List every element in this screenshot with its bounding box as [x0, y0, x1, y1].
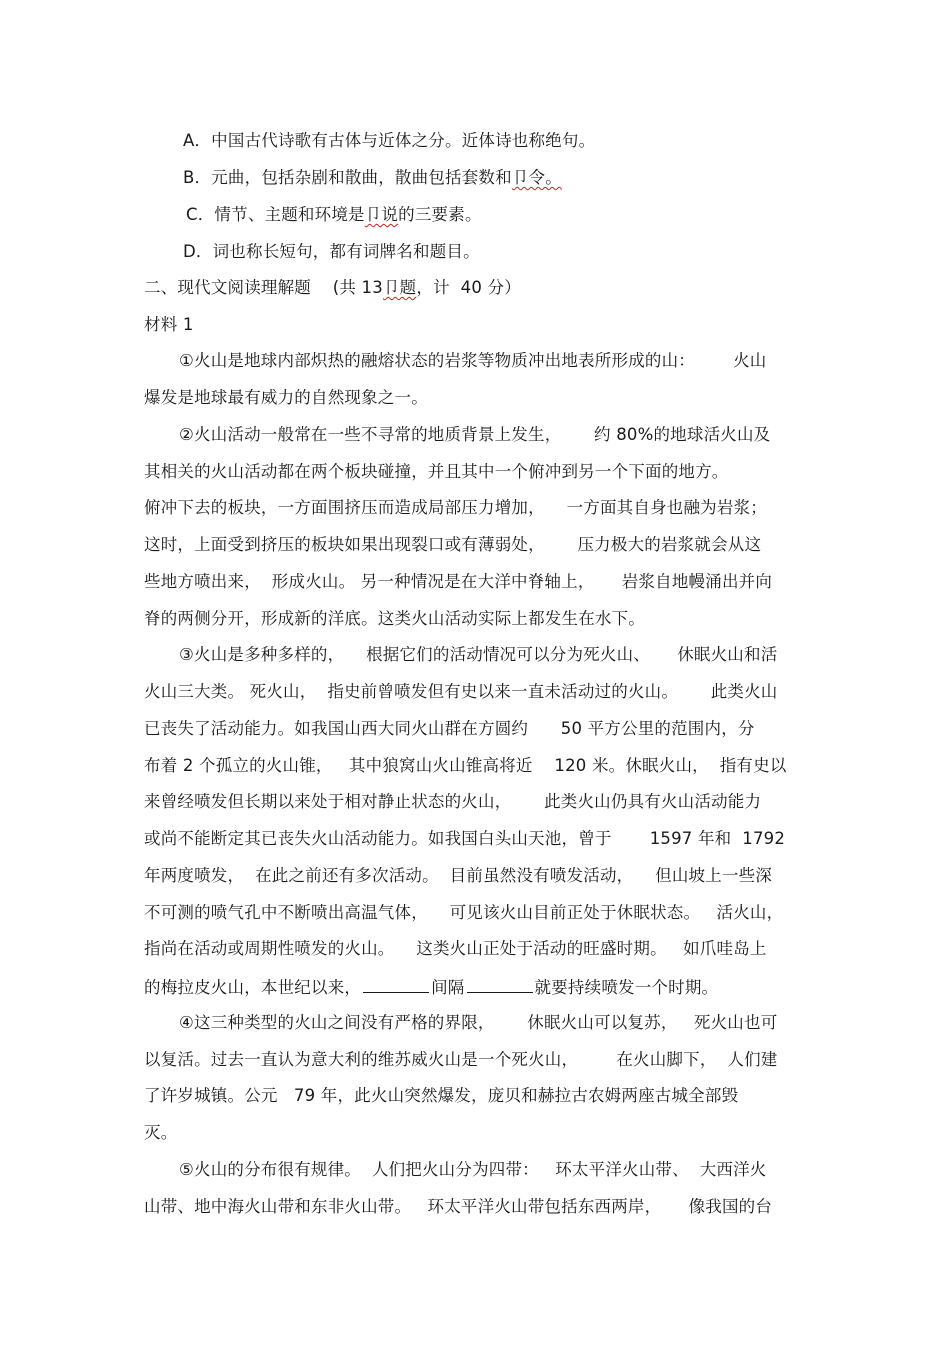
section-heading-text: 二、现代文阅读理解题 (共 13	[144, 278, 383, 297]
text-line: 不可测的喷气孔中不断喷出高温气体， 可见该火山目前正处于休眠状态。 活火山，	[144, 903, 784, 922]
answer-blank	[363, 976, 429, 993]
text-line: 已丧失了活动能力。如我国山西大同火山群在方圆约 50 平方公里的范围内，分	[144, 719, 755, 738]
text-line: 以复活。过去一直认为意大利的维苏威火山是一个死火山， 在火山脚下， 人们建	[144, 1050, 778, 1069]
option-d	[183, 242, 480, 262]
text-line: 这时，上面受到挤压的板块如果出现裂口或有薄弱处， 压力极大的岩浆就会从这	[144, 535, 762, 554]
text-line: 布着 2 个孤立的火山锥， 其中狼窝山火山锥高将近 120 米。休眠火山， 指有史以	[144, 756, 787, 775]
fill-blank-text: 的梅拉皮火山，本世纪以来，	[144, 978, 362, 997]
section-heading-text-end: ，计 40 分）	[416, 278, 521, 297]
option-a	[183, 131, 595, 151]
text-line: ⑤火山的分布很有规律。 人们把火山分为四带： 环太平洋火山带、 大西洋火	[179, 1160, 767, 1179]
fill-blank-line	[144, 976, 718, 998]
text-line: 爆发是地球最有威力的自然现象之一。	[144, 388, 428, 407]
text-line: 脊的两侧分开，形成新的洋底。这类火山活动实际上都发生在水下。	[144, 609, 645, 628]
text-line: 其相关的火山活动都在两个板块碰撞，并且其中一个俯冲到另一个下面的地方。	[144, 462, 729, 481]
text-line: ④这三种类型的火山之间没有严格的界限， 休眠火山可以复苏， 死火山也可	[179, 1013, 778, 1032]
fill-blank-text-mid: 间隔	[431, 978, 465, 997]
option-b	[183, 168, 562, 188]
text-line: 些地方喷出来， 形成火山。 另一种情况是在大洋中脊轴上， 岩浆自地幔涌出并向	[144, 572, 773, 591]
text-line: 灭。	[144, 1123, 178, 1142]
text-line: ②火山活动一般常在一些不寻常的地质背景上发生， 约 80%的地球活火山及	[179, 425, 771, 444]
text-line: 山带、地中海火山带和东非火山带。 环太平洋火山带包括东西两岸， 像我国的台	[144, 1197, 773, 1216]
spell-error-mark: 卩题	[382, 278, 417, 297]
spell-error-mark: 卩令。	[511, 168, 562, 187]
text-line: 年两度喷发， 在此之前还有多次活动。 目前虽然没有喷发活动， 但山坡上一些深	[144, 866, 773, 885]
material-label-text: 材料 1	[144, 315, 194, 334]
option-a-text: A．中国古代诗歌有古体与近体之分。近体诗也称绝句。	[183, 131, 596, 150]
material-label	[144, 315, 194, 335]
text-line: ①火山是地球内部炽热的融熔状态的岩浆等物质冲出地表所形成的山： 火山	[179, 351, 767, 370]
option-c-text-end: 的三要素。	[398, 205, 482, 224]
text-line: 俯冲下去的板块，一方面围挤压而造成局部压力增加， 一方面其自身也融为岩浆；	[144, 498, 767, 517]
text-line: 了许岁城镇。公元 79 年，此火山突然爆发，庞贝和赫拉古农姆两座古城全部毁	[144, 1086, 739, 1105]
option-b-text: B．元曲，包括杂剧和散曲，散曲包括套数和	[183, 168, 512, 187]
text-line: 火山三大类。 死火山， 指史前曾喷发但有史以来一直未活动过的火山。 此类火山	[144, 682, 778, 701]
option-c-text: C．情节、主题和环境是	[186, 205, 365, 224]
spell-error-mark: 卩说	[364, 205, 399, 224]
text-line: ③火山是多种多样的， 根据它们的活动情况可以分为死火山、 休眠火山和活	[179, 645, 778, 664]
answer-blank	[467, 976, 533, 993]
text-line: 来曾经喷发但长期以来处于相对静止状态的火山， 此类火山仍具有火山活动能力	[144, 792, 762, 811]
text-line: 或尚不能断定其已丧失火山活动能力。如我国白头山天池，曾于 1597 年和 1792	[144, 829, 786, 848]
fill-blank-text-end: 就要持续喷发一个时期。	[534, 978, 719, 997]
text-line: 指尚在活动或周期性喷发的火山。 这类火山正处于活动的旺盛时期。 如爪哇岛上	[144, 939, 767, 958]
option-c	[186, 205, 482, 225]
section-heading	[144, 278, 521, 298]
option-d-text: D．词也称长短句，都有词牌名和题目。	[183, 242, 480, 261]
